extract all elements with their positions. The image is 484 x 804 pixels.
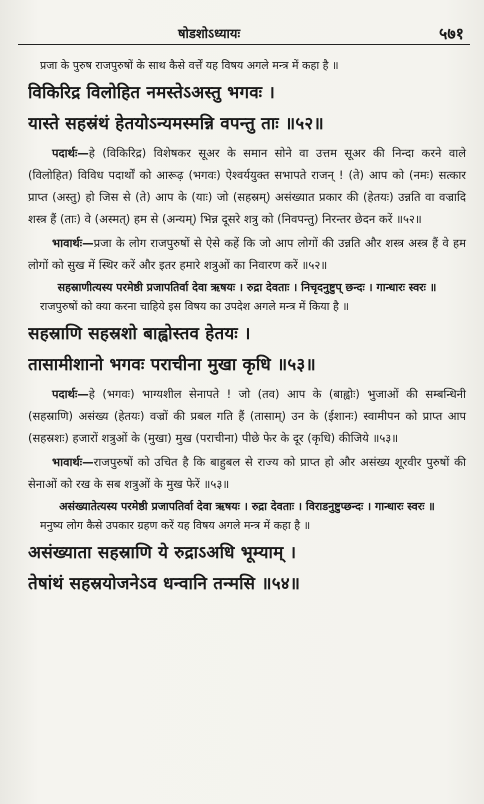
mantra-line: यास्ते सहस्रंथं हेतयोऽन्यमस्मन्नि वपन्तु ताः ॥५२॥ <box>28 114 324 134</box>
commentary-label: पदार्थः— <box>52 387 89 401</box>
mantra-line: तासामीशानो भगवः पराचीना मुखा कृधि ॥५३॥ <box>28 355 316 375</box>
mantra-line: सहस्राणि सहस्रशो बाह्वोस्तव हेतयः । <box>28 324 251 344</box>
commentary-paragraph <box>28 383 466 449</box>
commentary-text: हे (विकिरिद्र) विशेषकर सूअर के समान सोने वा उत्तम सूअर की निन्दा करने वाले (विलोहित) विविध पदार्थों को आरूढ़ (भगवः) ऐश्वर्ययुक्त सभापते राजन् ! (ते) आप को (नमः) सत्कार प्राप्त (अस्तु) हो जिस से (ते) आप के (याः) जो (सहस्रम्) असंख्यात प्रकार की (हेतयः) उन्नति वा वज्रादि शस्त्र हैं (ताः) वे (अस्मत्) हम से (अन्यम्) भिन्न दूसरे शत्रु को (निवपन्तु) निरन्तर छेदन करें ॥५२॥ <box>28 146 466 226</box>
mantra-line: तेषांथं सहस्रयोजनेऽव धन्वानि तन्मसि ॥५४॥ <box>28 574 301 594</box>
mantra-metadata: सहस्राणीत्यस्य परमेष्ठी प्रजापतिर्वा देवा ऋषयः । रुद्रा देवताः । निचृदनुष्टुप् छन्दः । गान्धारः स्वरः ॥ <box>57 281 437 294</box>
commentary-text: राजपुरुषों को उचित है कि बाहुबल से राज्य को प्राप्त हो और असंख्य शूरवीर पुरुषों की सेनाओं को रख के सब शत्रुओं के मुख फेरें ॥५३॥ <box>28 455 466 491</box>
commentary-label: भावार्थः— <box>52 236 94 250</box>
topic-intro: प्रजा के पुरुष राजपुरुषों के साथ कैसे वर्त्तें यह विषय अगले मन्त्र में कहा है ॥ <box>40 59 339 72</box>
commentary-paragraph <box>28 142 466 230</box>
commentary-paragraph <box>28 232 466 276</box>
topic-intro: मनुष्य लोग कैसे उपकार ग्रहण करें यह विषय अगले मन्त्र में कहा है ॥ <box>40 519 311 532</box>
chapter-title: षोडशोऽध्यायः <box>178 27 241 42</box>
mantra-line: असंख्याता सहस्राणि ये रुद्राऽअधि भूम्याम् । <box>28 543 297 563</box>
page-body <box>28 58 466 602</box>
page-header <box>18 22 470 45</box>
commentary-label: भावार्थः— <box>52 455 94 469</box>
commentary-text: हे (भगवः) भाग्यशील सेनापते ! जो (तव) आप के (बाह्वोः) भुजाओं की सम्बन्धिनी (सहस्राणि) असंख्य (हेतयः) वज्रों की प्रबल गति हैं (तासाम्) उन के (ईशानः) स्वामीपन को प्राप्त आप (सहस्रशः) हजारों शत्रुओं के (मुखा) मुख (पराचीना) पीछे फेर के दूर (कृधि) कीजिये ॥५३॥ <box>28 387 466 445</box>
commentary-paragraph <box>28 451 466 495</box>
page-number: ५७१ <box>439 24 464 43</box>
mantra-line: विकिरिद्र विलोहित नमस्तेऽअस्तु भगवः । <box>28 83 276 103</box>
commentary-text: प्रजा के लोग राजपुरुषों से ऐसे कहें कि जो आप लोगों की उन्नति और शस्त्र अस्त्र हैं वे हम लोगों को सुख में स्थिर करें और इतर हमारे शत्रुओं का निवारण करें ॥५२॥ <box>28 236 466 272</box>
commentary-label: पदार्थः— <box>52 146 89 160</box>
topic-intro: राजपुरुषों को क्या करना चाहिये इस विषय का उपदेश अगले मन्त्र में किया है ॥ <box>40 300 349 313</box>
mantra-metadata: असंख्यातेत्यस्य परमेष्ठी प्रजापतिर्वा देवा ऋषयः । रुद्रा देवताः । विराडनुष्टुप्छन्दः । गान्धारः स्वरः ॥ <box>59 500 435 513</box>
